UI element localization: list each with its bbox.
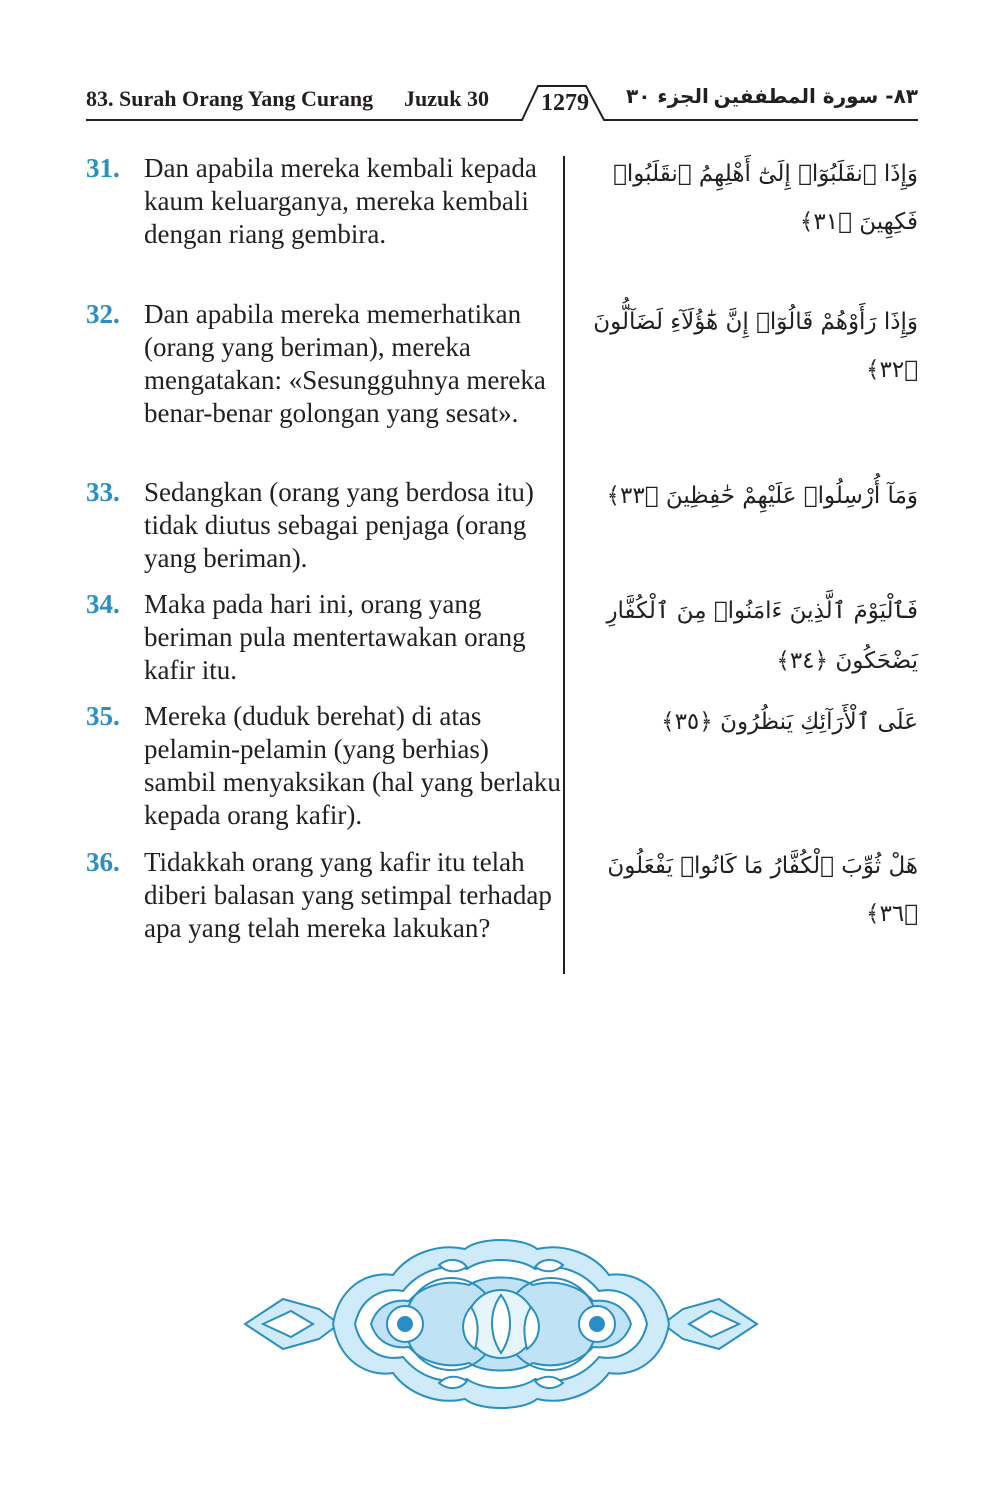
arabic-surah-title: ٨٣- سورة المطففين	[713, 84, 918, 108]
surah-title: 83. Surah Orang Yang Curang	[86, 86, 374, 111]
verse-translation: Dan apabila mereka kembali kepada kaum keluarganya, mereka kembali dengan riang gembira.	[144, 153, 537, 249]
verse-translation: Maka pada hari ini, orang yang beriman pula mentertawakan orang kafir itu.	[144, 589, 526, 685]
verse-translation: Sedangkan (orang yang berdosa itu) tidak diutus sebagai penjaga (orang yang beriman).	[144, 477, 534, 573]
verse-translation: Dan apabila mereka memerhatikan (orang yang beriman), mereka mengatakan: «Sesungguhnya mereka benar-benar golongan yang sesat».	[144, 299, 546, 428]
verse-translation: Tidakkah orang yang kafir itu telah diberi balasan yang setimpal terhadap apa yang telah mereka lakukan?	[144, 847, 552, 943]
verse-number: 35.	[86, 701, 120, 731]
juzuk-label: Juzuk 30	[404, 86, 489, 111]
verse-31-arabic: وَإِذَا ٱنقَلَبُوٓا۟ إِلَىٰٓ أَهْلِهِمُ ٱنقَلَبُوا۟ فَكِهِينَ ﴿٣١﴾	[613, 161, 918, 235]
arabic-juz-label: الجزء ٣٠	[626, 84, 709, 108]
page-header	[86, 84, 918, 124]
verse-35-arabic: عَلَى ٱلْأَرَآئِكِ يَنظُرُونَ ﴿٣٥﴾	[661, 709, 918, 735]
verse-translation: Mereka (duduk berehat) di atas pelamin-pelamin (yang berhias) sambil menyaksikan (hal yang berlaku kepada orang kafir).	[144, 701, 561, 830]
verse-number: 31.	[86, 153, 120, 183]
verse-32-arabic: وَإِذَا رَأَوْهُمْ قَالُوٓا۟ إِنَّ هَٰٓؤُلَآءِ لَضَآلُّونَ ﴿٣٢﴾	[593, 309, 918, 383]
verse-number: 34.	[86, 589, 120, 619]
verse-34-arabic: فَٱلْيَوْمَ ٱلَّذِينَ ءَامَنُوا۟ مِنَ ٱلْكُفَّارِ يَضْحَكُونَ ﴿٣٤﴾	[606, 598, 918, 674]
verse-number: 33.	[86, 477, 120, 507]
verse-number: 32.	[86, 299, 120, 329]
page-number: 1279	[541, 90, 589, 116]
decorative-ornament	[243, 1235, 759, 1413]
verse-33-arabic: وَمَآ أُرْسِلُوا۟ عَلَيْهِمْ حَٰفِظِينَ ﴿٣٣﴾	[606, 483, 918, 509]
verse-36-arabic: هَلْ ثُوِّبَ ٱلْكُفَّارُ مَا كَانُوا۟ يَفْعَلُونَ ﴿٣٦﴾	[607, 853, 918, 927]
verse-number: 36.	[86, 847, 120, 877]
